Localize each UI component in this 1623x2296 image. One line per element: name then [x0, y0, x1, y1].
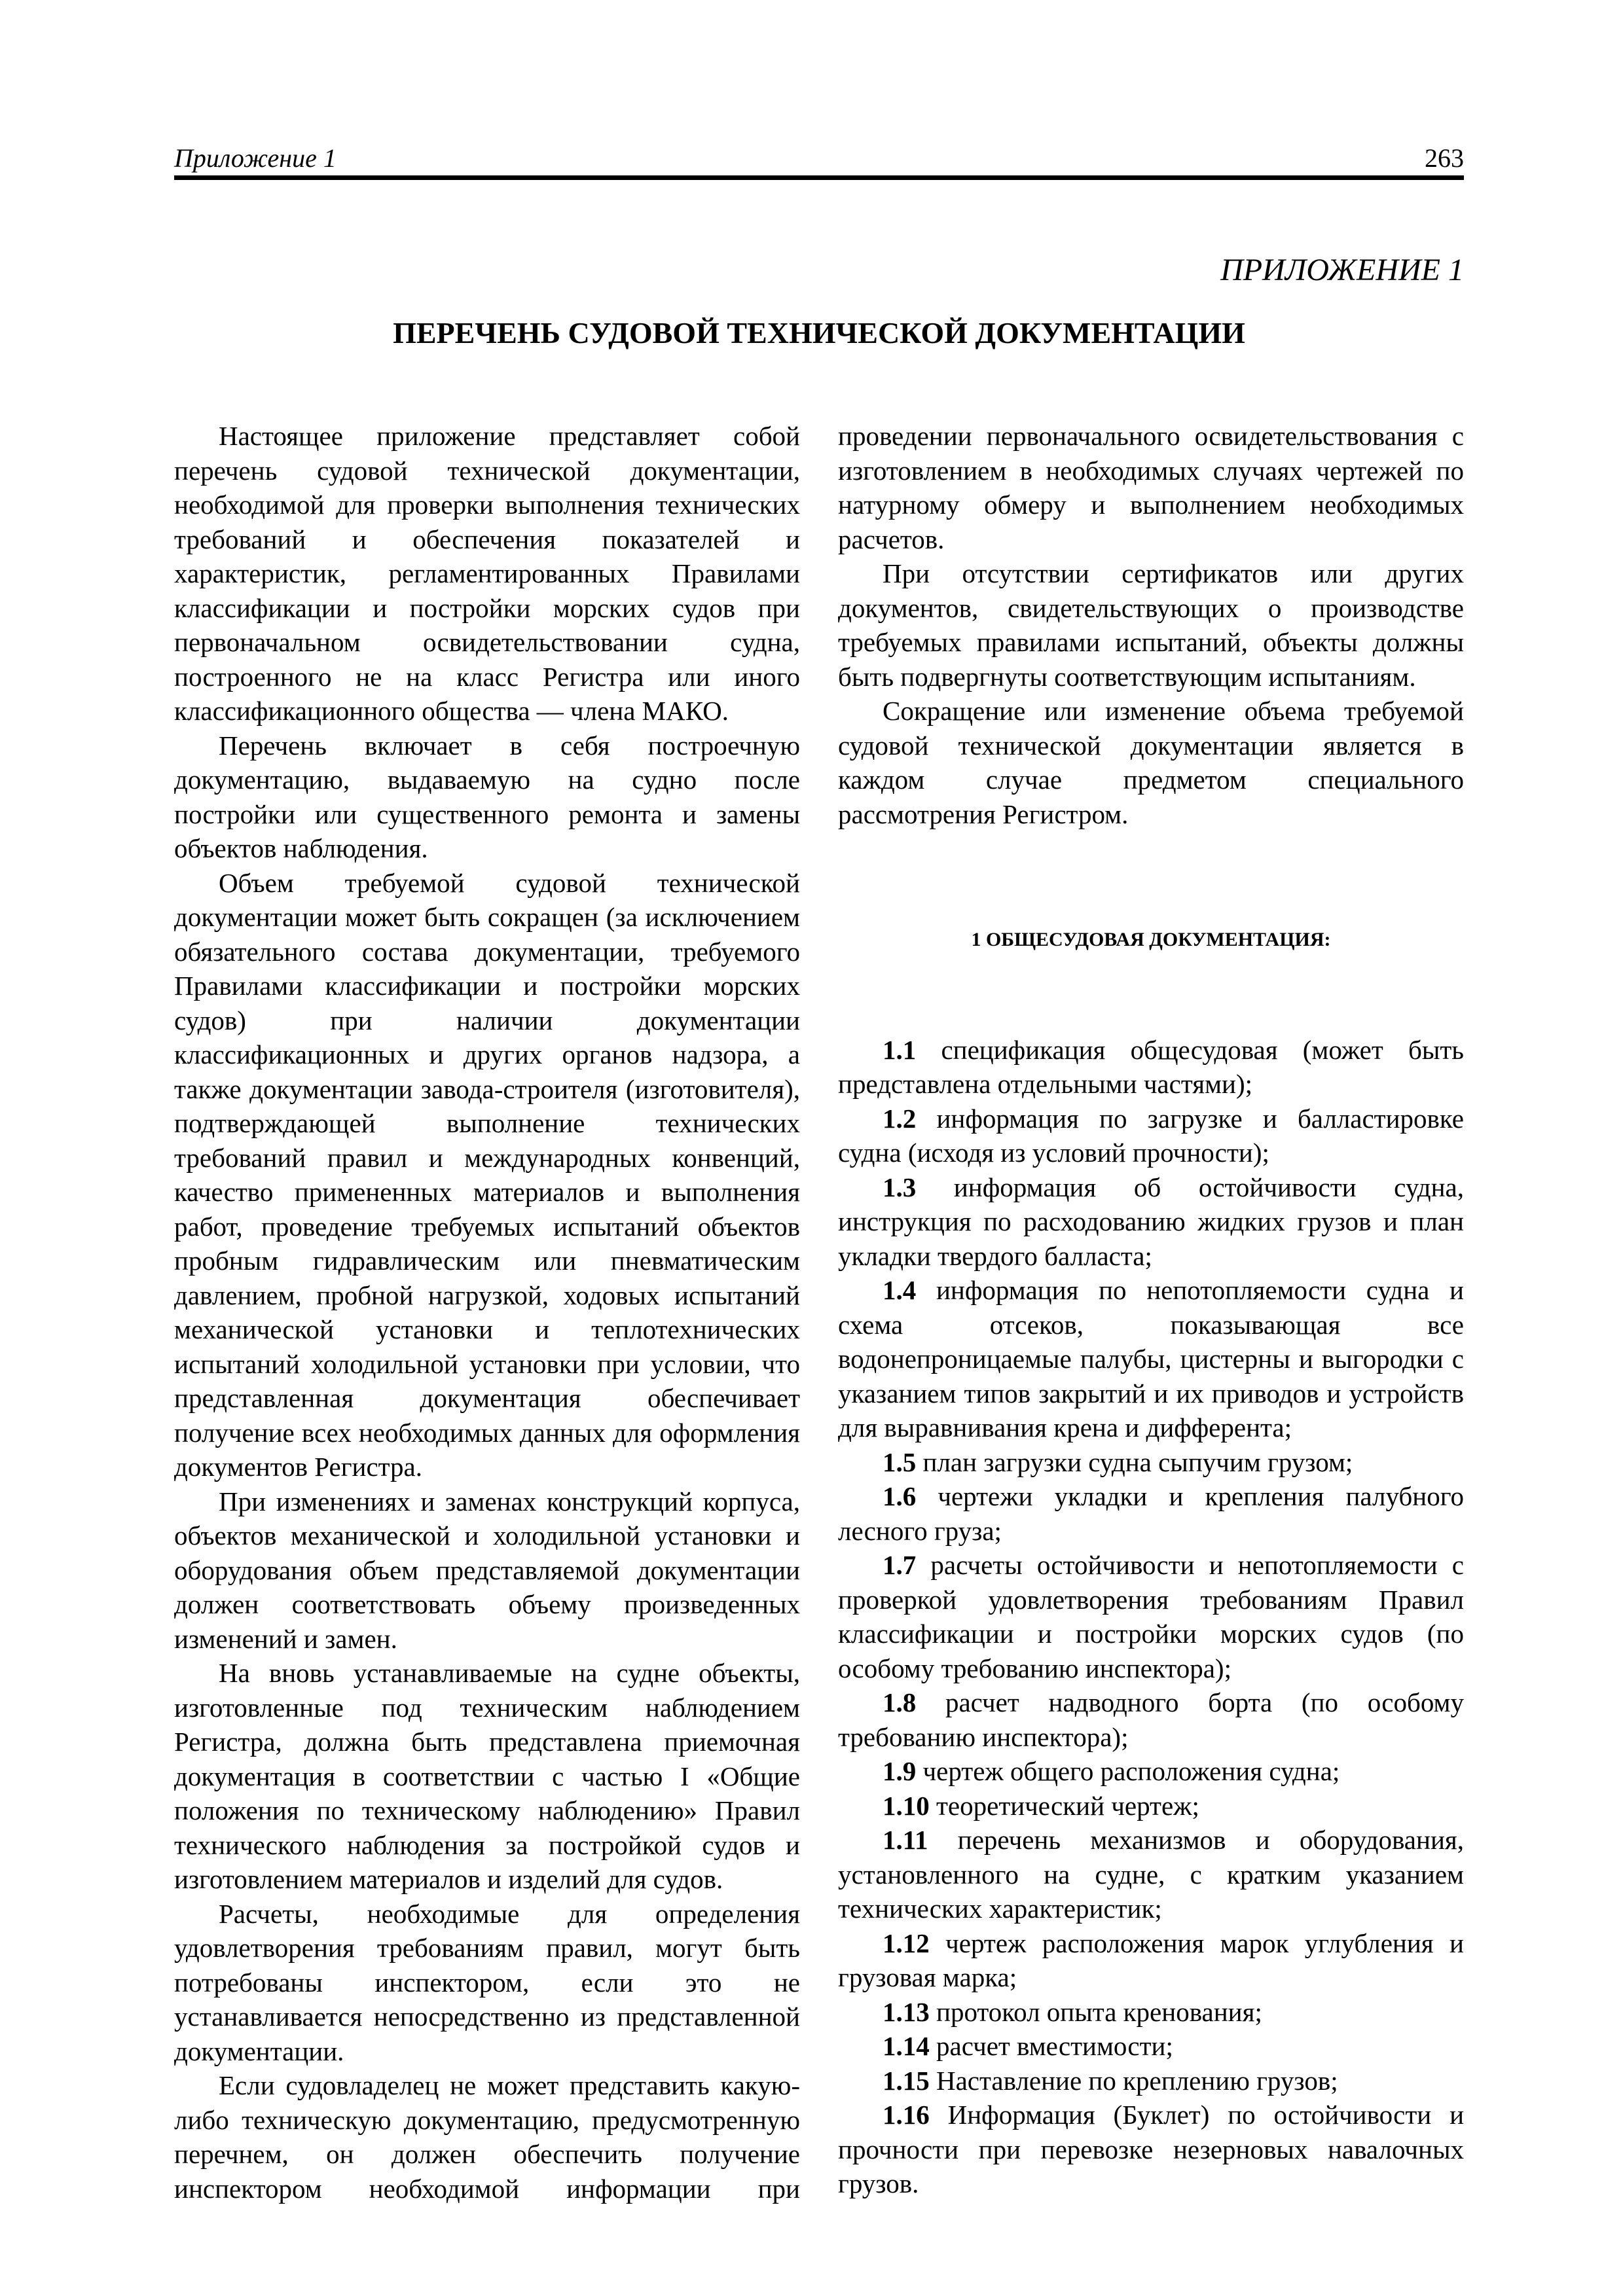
item-text: чертеж общего расположения судна; [922, 1756, 1340, 1786]
running-title: Приложение 1 [174, 143, 337, 173]
item-number: 1.1 [883, 1034, 917, 1065]
item-number: 1.3 [883, 1172, 917, 1202]
item-number: 1.6 [883, 1481, 917, 1511]
item-number: 1.11 [883, 1825, 928, 1855]
list-item [838, 1445, 1464, 1480]
item-number: 1.10 [883, 1790, 930, 1821]
list-item [838, 2064, 1464, 2098]
right-column [838, 419, 1464, 2201]
list-item [838, 2029, 1464, 2064]
list-item [838, 1926, 1464, 1995]
list-item [838, 1170, 1464, 1274]
appendix-label: ПРИЛОЖЕНИЕ 1 [1220, 253, 1464, 287]
item-number: 1.16 [883, 2100, 930, 2130]
item-text: информация по загрузке и балластировке судна (исходя из условий прочности); [838, 1103, 1464, 1168]
item-number: 1.14 [883, 2031, 930, 2061]
item-text: чертеж расположения марок углубления и грузовая марка; [838, 1928, 1464, 1992]
paragraph: Настоящее приложение представляет собой перечень судовой технической документации, необходимой для проверки выполнения технических требований и обеспечения показателей и характеристик, регламентированных Правилами классификации и постройки морских судов при первоначальном освидетельствовании судна, построенного не на класс Регистра или иного классификационного общества — члена МАКО. [174, 421, 800, 726]
item-text: расчет вместимости; [936, 2031, 1173, 2061]
paragraph: Объем требуемой судовой технической документации может быть сокращен (за исключением обязательного состава документации, требуемого Правилами классификации и постройки морских судов) при наличии документации классификационных и других органов надзора, а также документации завода-строителя (изготовителя), подтверждающей выполнение технических требований правил и международных конвенций, качество примененных материалов и выполнения работ, проведение требуемых испытаний объектов пробным гидравлическим или пневматическим давлением, пробной нагрузкой, ходовых испытаний механической установки и теплотехнических испытаний холодильной установки при условии, что представленная документация обеспечивает получение всех необходимых данных для оформления документов Регистра. [174, 867, 800, 1482]
item-text: информация по непотопляемости судна и схема отсеков, показывающая все водонепроницаемые палубы, цистерны и выгородки с указанием типов закрытий и их приводов и устройств для выравнивания крена и дифферента; [838, 1275, 1465, 1443]
section-heading: 1 ОБЩЕСУДОВАЯ ДОКУМЕНТАЦИЯ: [971, 929, 1331, 950]
item-text: спецификация общесудовая (может быть представлена отдельными частями); [838, 1034, 1464, 1099]
item-text: теоретический чертеж; [936, 1790, 1199, 1821]
list-item [838, 2098, 1464, 2201]
item-text: перечень механизмов и оборудования, установленного на судне, с кратким указанием технических характеристик; [838, 1825, 1464, 1924]
left-column [174, 419, 800, 2206]
list-item [838, 1995, 1464, 2030]
list-item [838, 1273, 1464, 1445]
item-number: 1.15 [883, 2065, 930, 2096]
list-item [838, 1033, 1464, 1102]
paragraph: Расчеты, необходимые для определения удовлетворения требованиям правил, могут быть потребованы инспектором, если это не устанавливается непосредственно из представленной документации. [174, 1898, 800, 2066]
item-text: протокол опыта кренования; [936, 1996, 1262, 2027]
item-text: расчет надводного борта (по особому требованию инспектора); [838, 1687, 1464, 1752]
page-number: 263 [1425, 143, 1464, 173]
list-item [838, 1102, 1464, 1170]
item-number: 1.5 [883, 1446, 917, 1477]
paragraph: Сокращение или изменение объема требуемой судовой технической документации является в каждом случае предметом специального рассмотрения Регистром. [838, 696, 1464, 829]
page-title: ПЕРЕЧЕНЬ СУДОВОЙ ТЕХНИЧЕСКОЙ ДОКУМЕНТАЦИИ [393, 316, 1245, 350]
item-number: 1.13 [883, 1996, 930, 2027]
list-item [838, 1754, 1464, 1789]
item-text: Наставление по креплению грузов; [936, 2065, 1338, 2096]
paragraph: При изменениях и заменах конструкций корпуса, объектов механической и холодильной установки и оборудования объем представляемой документации должен соответствовать объему произведенных изменений и замен. [174, 1486, 800, 1654]
item-number: 1.8 [883, 1687, 917, 1717]
document-list [838, 1033, 1464, 2201]
list-item [838, 1479, 1464, 1548]
item-number: 1.9 [883, 1756, 917, 1786]
item-number: 1.7 [883, 1550, 917, 1580]
item-number: 1.12 [883, 1928, 930, 1958]
list-item [838, 1548, 1464, 1685]
paragraph: На вновь устанавливаемые на судне объекты, изготовленные под техническим наблюдением Регистра, должна быть представлена приемочная документация в соответствии с частью I «Общие положения по техническому наблюдению» Правил технического наблюдения за постройкой судов и изготовлением материалов и изделий для судов. [174, 1658, 800, 1894]
paragraph: При отсутствии сертификатов или других документов, свидетельствующих о производстве требуемых правилами испытаний, объекты должны быть подвергнуты соответствующим испытаниям. [838, 558, 1464, 692]
paragraph: Перечень включает в себя построечную документацию, выдаваемую на судно после постройки или существенного ремонта и замены объектов наблюдения. [174, 730, 800, 863]
item-text: информация об остойчивости судна, инструкция по расходованию жидких грузов и план укладки твердого балласта; [838, 1172, 1464, 1271]
list-item [838, 1685, 1464, 1754]
paragraph: Если судовладелец не может представить какую-либо техническую документацию, предусмотренную перечнем, он должен обеспечить получение инспектором необходимой информации при [174, 2070, 800, 2204]
item-number: 1.4 [883, 1275, 917, 1305]
header-rule [174, 175, 1464, 180]
list-item [838, 1789, 1464, 1823]
item-text: Информация (Буклет) по остойчивости и прочности при перевозке незерновых навалочных грузов. [838, 2100, 1465, 2198]
item-number: 1.2 [883, 1103, 917, 1134]
item-text: чертежи укладки и крепления палубного лесного груза; [838, 1481, 1465, 1546]
list-item [838, 1823, 1464, 1926]
item-text: расчеты остойчивости и непотопляемости с проверкой удовлетворения требованиям Правил классификации и постройки морских судов (по особому требованию инспектора); [838, 1550, 1464, 1683]
item-text: план загрузки судна сыпучим грузом; [922, 1446, 1353, 1477]
paragraph-continuation: проведении первоначального освидетельствования с изготовлением в необходимых случаях чертежей по натурному обмеру и выполнением необходимых расчетов. [838, 421, 1464, 554]
